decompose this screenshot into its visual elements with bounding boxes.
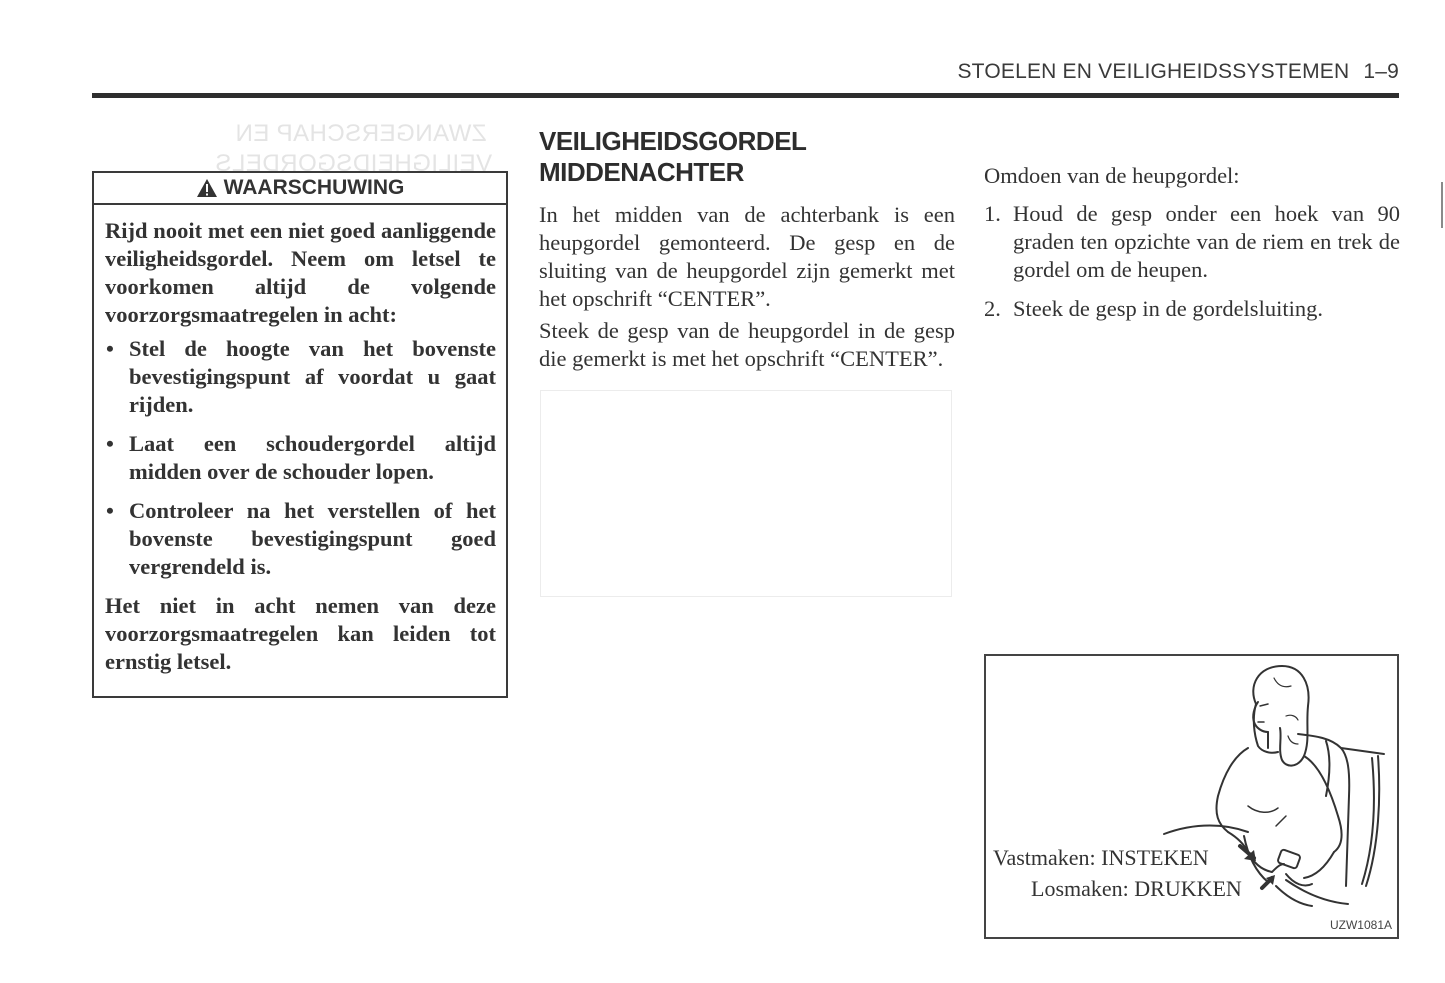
warning-intro: Rijd nooit met een niet goed aanliggende veiligheidsgordel. Neem om letsel te voorkomen altijd de volgende voorzorgsmaatregelen in acht: — [105, 218, 496, 327]
section-heading — [539, 126, 959, 188]
heading-line: VEILIGHEIDSGORDEL — [539, 126, 807, 156]
figure-code: UZW1081A — [1329, 918, 1392, 932]
steps-list — [984, 200, 1400, 323]
warning-body — [94, 205, 506, 676]
step-item — [984, 200, 1400, 284]
warning-item — [105, 430, 496, 486]
warning-header — [94, 173, 506, 205]
ghost-text: VEILIGHEIDSGORDELS — [215, 150, 493, 177]
step-item — [984, 295, 1400, 323]
header-rule — [92, 93, 1399, 98]
running-header — [957, 60, 1399, 84]
instructions — [984, 162, 1400, 334]
paragraph: Steek de gesp van de heupgordel in de gesp die gemerkt is met het opschrift “CENTER”. — [539, 318, 955, 371]
warning-item-text: Stel de hoogte van het bovenste bevestigingspunt af voordat u gaat rijden. — [129, 336, 496, 417]
heading-line: MIDDENACHTER — [539, 157, 744, 187]
step-text: Steek de gesp in de gordelsluiting. — [1013, 296, 1323, 321]
warning-triangle-icon — [196, 178, 218, 198]
section-name: STOELEN EN VEILIGHEIDSSYSTEMEN — [957, 60, 1350, 83]
fasten-label: Vastmaken: INSTEKEN — [993, 845, 1209, 870]
page-number: 1–9 — [1363, 60, 1399, 83]
bullet: • — [106, 336, 114, 361]
release-label: Losmaken: DRUKKEN — [1031, 876, 1242, 901]
step-number: 2. — [984, 296, 1001, 321]
warning-item — [105, 497, 496, 581]
warning-item-text: Laat een schoudergordel altijd midden over de schouder lopen. — [129, 431, 496, 484]
warning-closing: Het niet in acht nemen van deze voorzorgsmaatregelen kan leiden tot ernstig letsel. — [105, 593, 496, 674]
instructions-lead: Omdoen van de heupgordel: — [984, 163, 1240, 188]
figure — [984, 654, 1399, 939]
ghost-text: ZWANGERSCHAP EN — [235, 120, 487, 147]
step-number: 1. — [984, 201, 1001, 226]
bullet: • — [106, 498, 114, 523]
middle-body — [539, 201, 955, 377]
bullet: • — [106, 431, 114, 456]
warning-list — [105, 335, 496, 581]
warning-item-text: Controleer na het verstellen of het bovenste bevestigingspunt goed vergrendeld is. — [129, 498, 496, 579]
warning-box — [92, 171, 508, 698]
step-text: Houd de gesp onder een hoek van 90 graden ten opzichte van de riem en trek de gordel om de heupen. — [1013, 201, 1400, 282]
warning-item — [105, 335, 496, 419]
paragraph: In het midden van de achterbank is een heupgordel gemonteerd. De gesp en de sluiting van de heupgordel zijn gemerkt met het opschrift “CENTER”. — [539, 202, 955, 311]
warning-title: WAARSCHUWING — [223, 176, 405, 199]
edge-mark — [1441, 182, 1443, 228]
ghost-box — [540, 390, 952, 597]
